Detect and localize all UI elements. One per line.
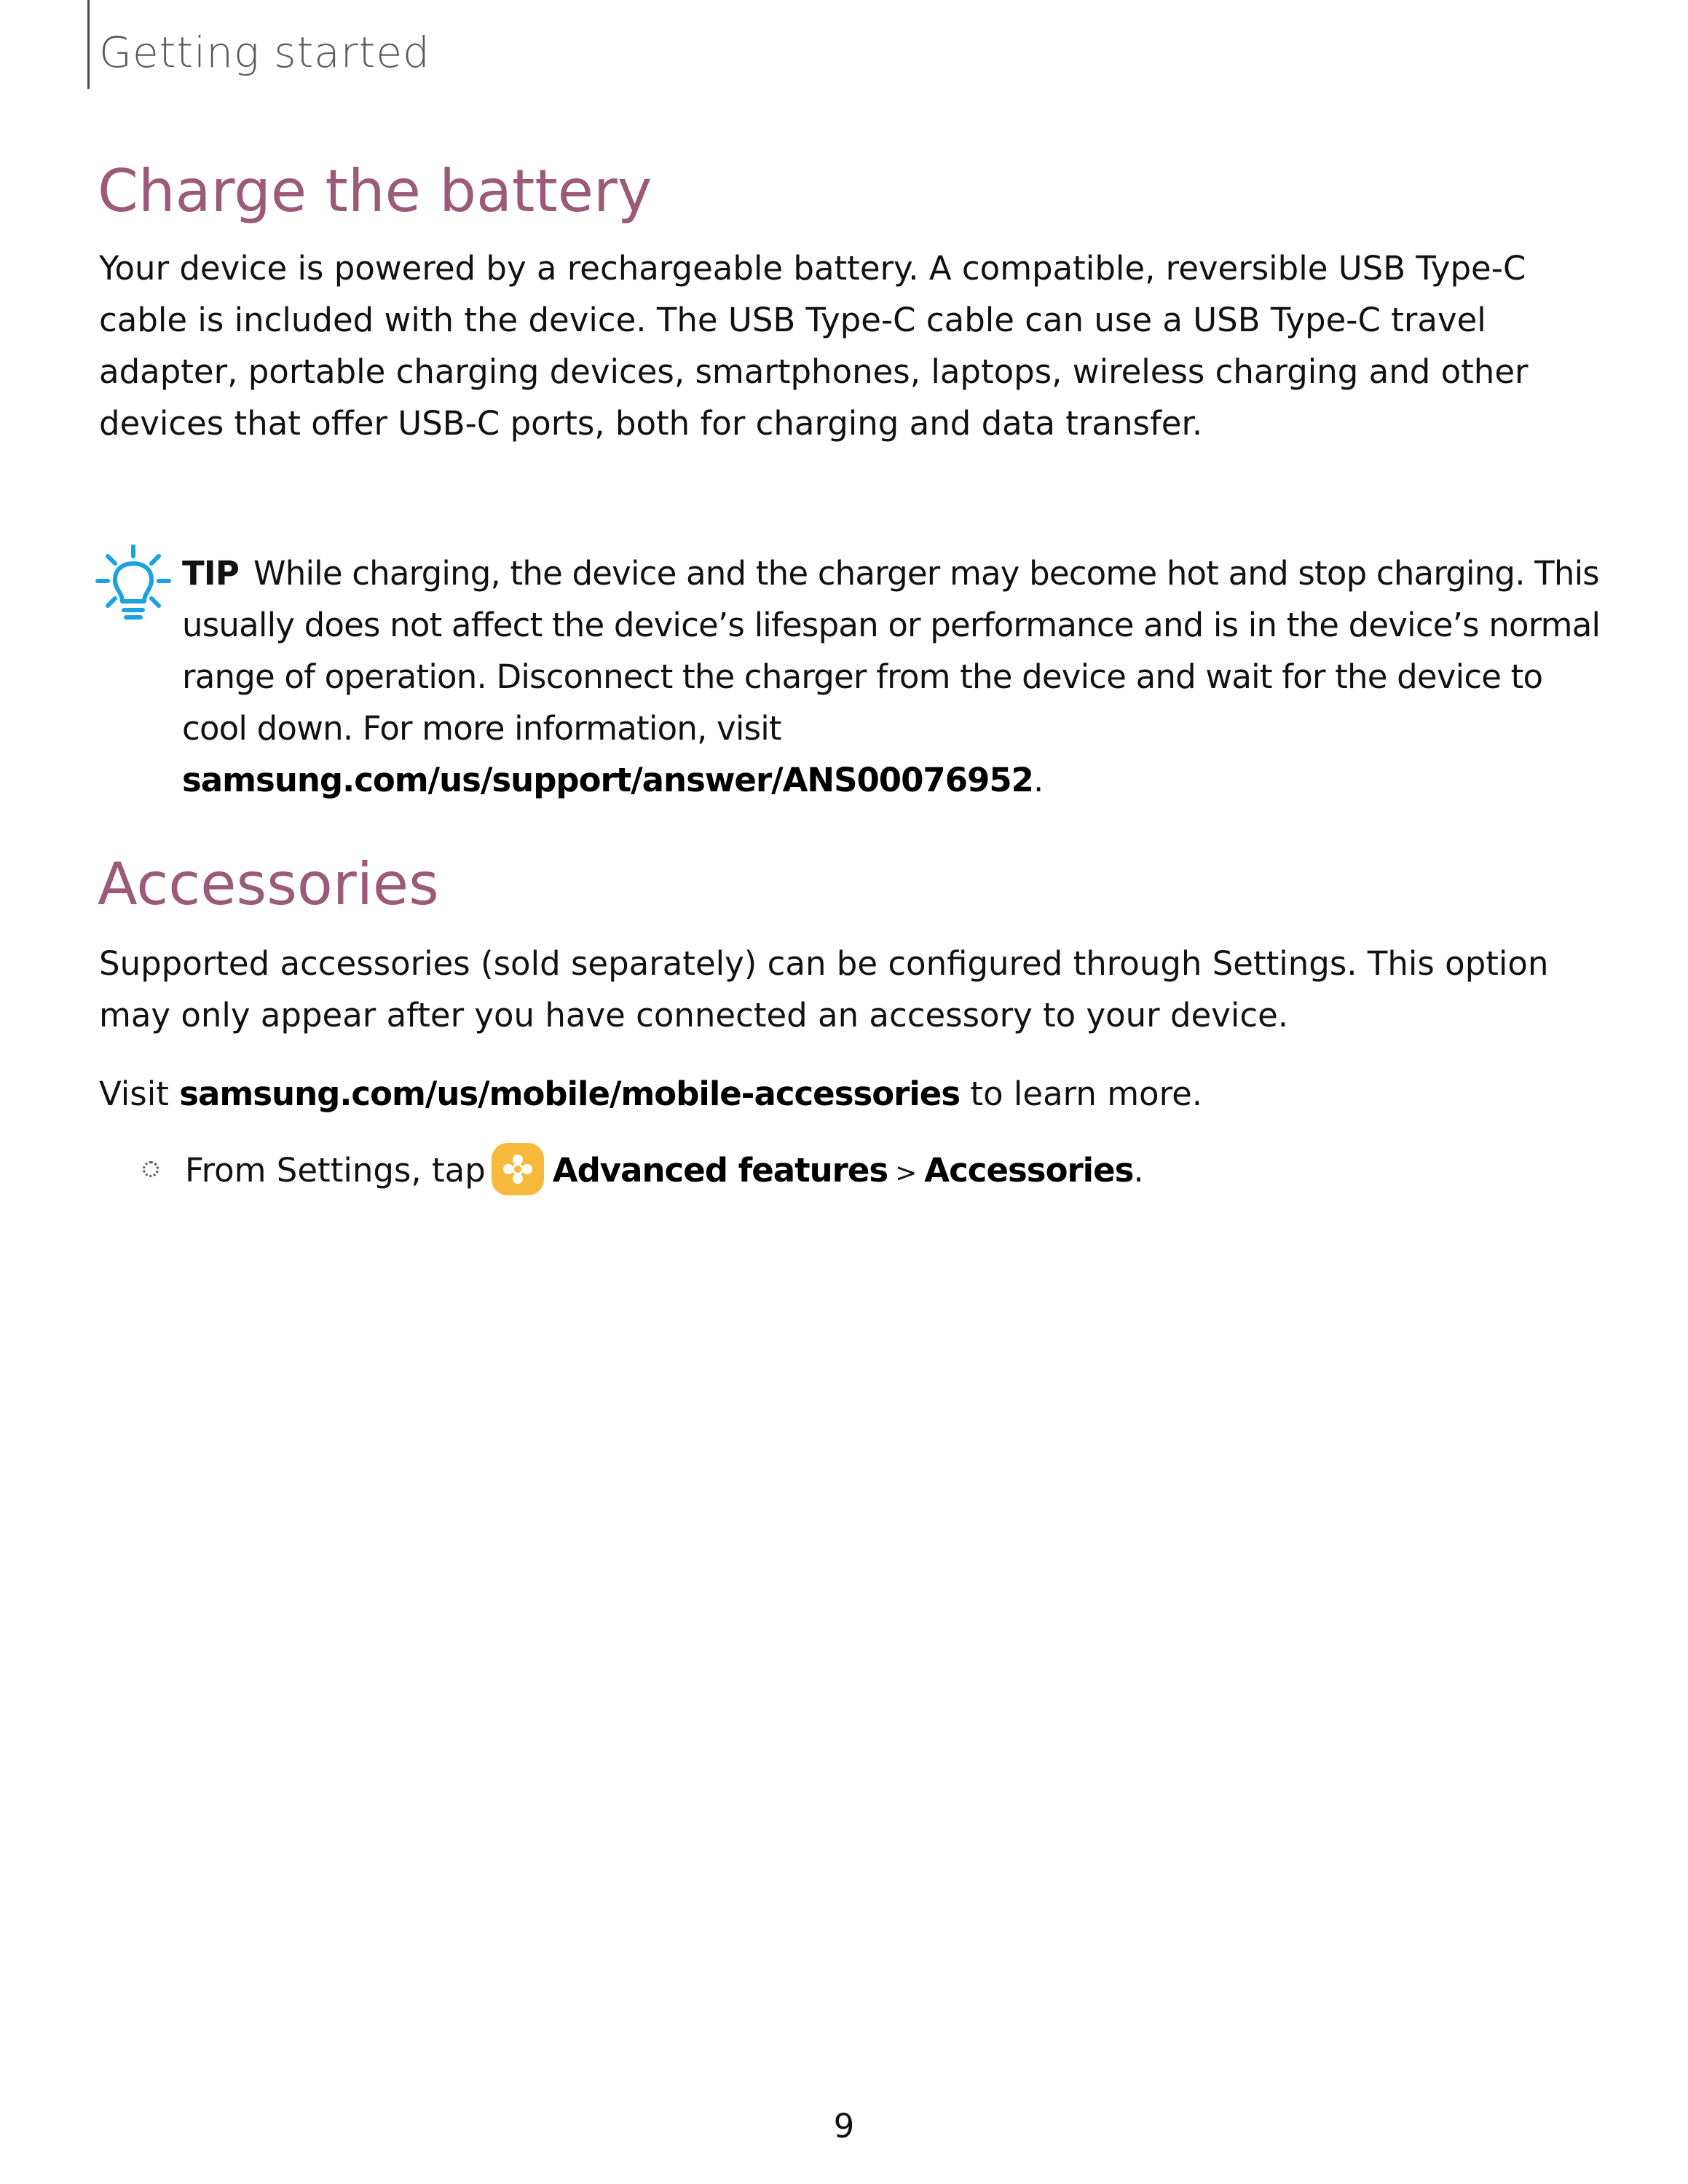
visit-suffix: to learn more. (970, 1075, 1203, 1113)
accessories-link[interactable]: samsung.com/us/mobile/mobile-accessories (179, 1075, 961, 1113)
tip-text: While charging, the device and the charger may become hot and stop charging. This usually does not affect the device’s lifespan or performance and is in the device’s normal range of operation. Disconnect the charger from the device and wait for the device to cool down. For more information, visit (182, 554, 1601, 748)
tip-label: TIP (182, 554, 240, 593)
step-end: . (1133, 1151, 1144, 1190)
page-number: 9 (833, 2107, 855, 2145)
accessories-label: Accessories (924, 1151, 1134, 1190)
bullet-icon (143, 1161, 159, 1177)
visit-paragraph (99, 1068, 1599, 1120)
charge-battery-heading: Charge the battery (98, 157, 652, 225)
settings-step (185, 1144, 1612, 1199)
header-divider (87, 0, 90, 89)
tip-paragraph (182, 547, 1609, 806)
accessories-paragraph: Supported accessories (sold separately) can be configured through Settings. This option may only appear after you have connected an accessory to your device. (99, 944, 1549, 1034)
accessories-heading: Accessories (98, 850, 439, 918)
step-prefix: From Settings, tap (185, 1151, 486, 1190)
charge-battery-paragraph: Your device is powered by a rechargeable battery. A compatible, reversible USB Type-C cable is included with the device. The USB Type-C cable can use a USB Type-C travel adapter, portable charging devices, smartphones, laptops, wireless charging and other devices that offer USB-C ports, both for charging and data transfer. (99, 249, 1529, 443)
support-link[interactable]: samsung.com/us/support/answer/ANS00076952 (182, 761, 1033, 799)
lightbulb-icon (95, 545, 172, 625)
breadcrumb-separator: > (895, 1158, 918, 1188)
advanced-features-icon (492, 1143, 544, 1195)
advanced-features-label: Advanced features (552, 1151, 888, 1190)
tip-end: . (1033, 761, 1044, 799)
section-label: Getting started (99, 28, 430, 77)
visit-prefix: Visit (99, 1075, 169, 1113)
